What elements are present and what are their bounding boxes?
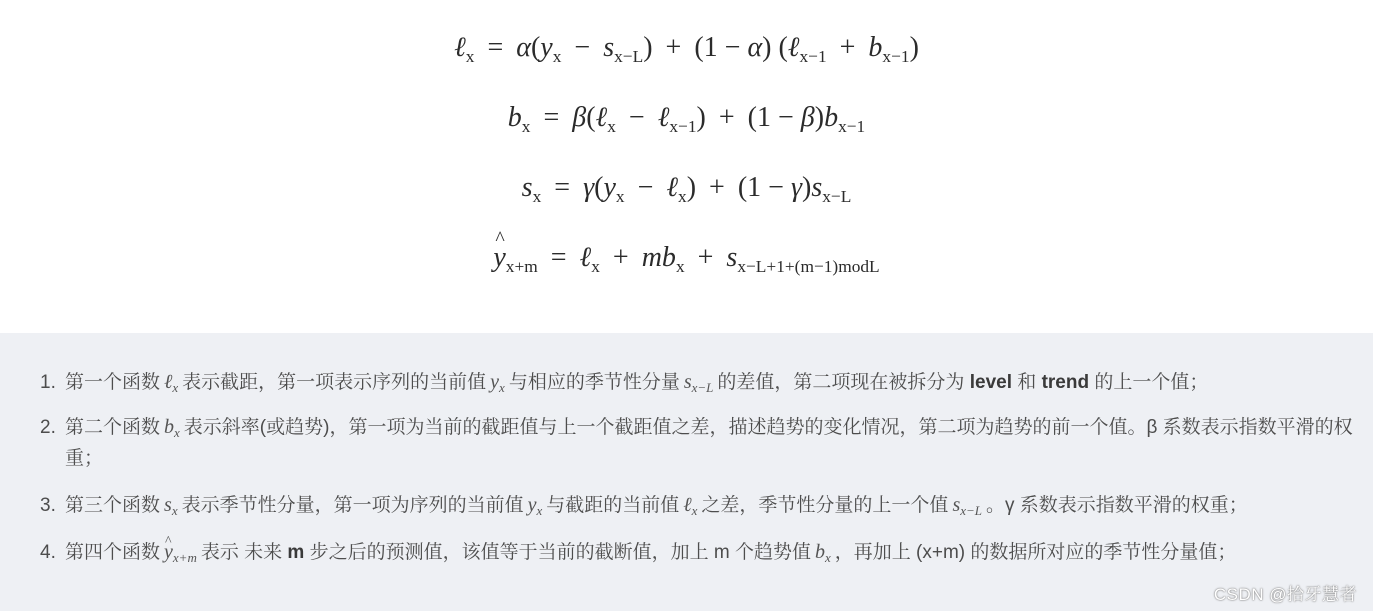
math-subscript: x: [171, 502, 178, 518]
formula-symbol: ^ y: [493, 242, 505, 274]
formula-paren: ): [643, 32, 653, 63]
formula-paren: ): [762, 32, 772, 63]
formula-subscript: x: [615, 187, 625, 207]
formula-operator: =: [543, 102, 560, 133]
list-text: 与截距的当前值: [546, 495, 680, 516]
formula-operator: +: [709, 172, 725, 203]
inline-math: [486, 371, 509, 393]
formula-symbol: ℓ: [787, 32, 800, 63]
formula-symbol: ℓ: [454, 32, 466, 63]
list-number: 2.: [40, 417, 56, 438]
list-text: 第四个函数: [65, 542, 161, 563]
formula-paren: ): [909, 32, 919, 63]
list-item: [0, 367, 1373, 398]
formula-operator: +: [612, 242, 629, 273]
inline-math: [160, 371, 182, 393]
formula-operator: +: [718, 102, 735, 133]
formula-subscript: x: [465, 47, 475, 67]
list-text: 的上一个值；: [1094, 372, 1209, 393]
list-number: 3.: [40, 495, 56, 516]
bold-term: level: [969, 372, 1012, 393]
inline-math: [524, 494, 547, 516]
formula-subscript: x: [607, 117, 616, 137]
math-subscript: x: [499, 379, 505, 395]
formula-symbol: α: [516, 32, 531, 63]
formula-trend: [0, 102, 1373, 137]
list-number: 4.: [40, 542, 56, 563]
formula-subscript: x−1: [882, 47, 910, 67]
formula-paren: (: [778, 32, 788, 63]
formula-symbol: γ: [790, 172, 803, 203]
formula-symbol: b: [868, 32, 883, 63]
inline-math: [679, 494, 701, 516]
list-text: 与相应的季节性分量: [508, 372, 680, 393]
math-subscript: x: [172, 379, 179, 395]
explanation-panel: [0, 333, 1373, 611]
math-symbol: ℓ: [683, 494, 692, 516]
formula-operator: +: [665, 32, 682, 63]
formula-season: [0, 172, 1373, 207]
formula-paren: (: [594, 172, 604, 203]
formula-symbol: s: [603, 32, 615, 63]
formula-subscript: x: [532, 187, 542, 207]
list-text: 表示截距，第一项表示序列的当前值: [182, 372, 487, 393]
math-symbol: b: [814, 541, 825, 563]
formula-paren: (: [586, 102, 596, 133]
math-symbol: y: [527, 494, 537, 516]
formula-paren: (: [530, 32, 541, 63]
list-text: 步之后的预测值，该值等于当前的截断值，加上 m 个趋势值: [309, 542, 811, 563]
formula-symbol: mb: [641, 242, 676, 273]
math-symbol: ℓ: [164, 371, 173, 393]
formula-symbol: α: [747, 32, 763, 63]
list-text: 的差值，第二项现在被拆分为: [717, 372, 965, 393]
formula-symbol: ℓ: [666, 172, 679, 203]
list-text: ，再加上 (x+m) 的数据所对应的季节性分量值；: [834, 542, 1237, 563]
formula-subscript: x−1: [669, 117, 697, 137]
formula-subscript: x: [675, 257, 685, 277]
bold-term: m: [287, 542, 305, 563]
math-symbol: s: [952, 494, 961, 516]
list-number: 1.: [40, 372, 56, 393]
formula-operator: −: [637, 172, 654, 203]
math-subscript: x: [174, 424, 180, 440]
formula-level: [0, 32, 1373, 67]
explanation-list: [0, 367, 1373, 568]
formula-symbol: s: [811, 172, 823, 203]
list-text: 第三个函数: [65, 495, 161, 516]
list-text: 和: [1017, 372, 1037, 393]
inline-math: [811, 541, 835, 563]
inline-math: [948, 494, 986, 516]
math-subscript: x−L: [960, 502, 983, 518]
formula-forecast: [0, 242, 1373, 277]
math-subscript: x−L: [691, 379, 714, 395]
formula-subscript: x−L: [614, 47, 644, 67]
formula-operator: +: [697, 242, 714, 273]
formula-subscript: x+m: [505, 257, 538, 277]
math-symbol: s: [164, 494, 172, 516]
formula-symbol: β: [800, 102, 815, 133]
formula-subscript: x: [552, 47, 562, 67]
math-symbol: b: [164, 416, 175, 438]
formula-symbol: ℓ: [579, 242, 592, 273]
formula-symbol: b: [824, 102, 839, 133]
formula-symbol: b: [507, 102, 522, 133]
formula-operator: −: [574, 32, 591, 63]
math-symbol: s: [683, 371, 692, 393]
math-subscript: x: [824, 549, 831, 565]
formula-operator: =: [487, 32, 504, 63]
formula-subscript: x: [591, 257, 600, 277]
formula-operator: =: [554, 172, 571, 203]
formula-operator: =: [550, 242, 567, 273]
formula-paren: (1 −: [737, 172, 791, 203]
formula-symbol: ℓ: [657, 102, 670, 133]
formula-paren: ): [686, 172, 697, 203]
list-text: 。γ 系数表示指数平滑的权重；: [986, 495, 1248, 516]
formula-subscript: x−L+1+(m−1)modL: [737, 257, 880, 277]
formula-symbol: γ: [583, 172, 595, 203]
list-item: [0, 412, 1373, 474]
formula-paren: ): [696, 102, 706, 133]
formula-symbol: ℓ: [595, 102, 608, 133]
list-text: 表示 未来: [200, 542, 283, 563]
list-text: 第一个函数: [65, 372, 161, 393]
inline-math: [160, 494, 182, 516]
formula-paren: ): [814, 102, 825, 133]
watermark: CSDN @拾牙慧者: [1213, 585, 1357, 604]
formula-subscript: x−L: [822, 187, 852, 207]
list-text: 之差，季节性分量的上一个值: [701, 495, 949, 516]
formula-subscript: x−1: [799, 47, 827, 67]
formula-symbol: s: [726, 242, 738, 273]
formula-symbol: y: [603, 172, 616, 203]
list-item: [0, 537, 1373, 568]
math-subscript: x+m: [172, 549, 197, 565]
inline-math: [160, 541, 201, 563]
inline-math: [680, 371, 718, 393]
list-text: 表示季节性分量，第一项为序列的当前值: [181, 495, 524, 516]
formula-operator: −: [628, 102, 645, 133]
formula-operator: +: [839, 32, 856, 63]
math-subscript: x: [536, 502, 543, 518]
list-text: 第二个函数: [65, 417, 161, 438]
formula-subscript: x: [521, 117, 531, 137]
formula-paren: (1 −: [694, 32, 748, 63]
formula-symbol: β: [572, 102, 587, 133]
formula-paren: ): [802, 172, 812, 203]
math-symbol: ^ y: [164, 537, 173, 568]
math-symbol: y: [490, 371, 500, 393]
formula-subscript: x−1: [838, 117, 866, 137]
bold-term: trend: [1041, 372, 1090, 393]
inline-math: [160, 416, 184, 438]
math-subscript: x: [691, 502, 698, 518]
list-text: 表示斜率(或趋势)，第一项为当前的截距值与上一个截距值之差，描述趋势的变化情况，第二项为趋势的前一个值。β 系数表示指数平滑的权重；: [65, 417, 1353, 469]
formula-paren: (1 −: [747, 102, 801, 133]
formula-symbol: s: [521, 172, 533, 203]
list-item: [0, 490, 1373, 521]
formula-symbol: y: [540, 32, 553, 63]
formula-subscript: x: [678, 187, 687, 207]
